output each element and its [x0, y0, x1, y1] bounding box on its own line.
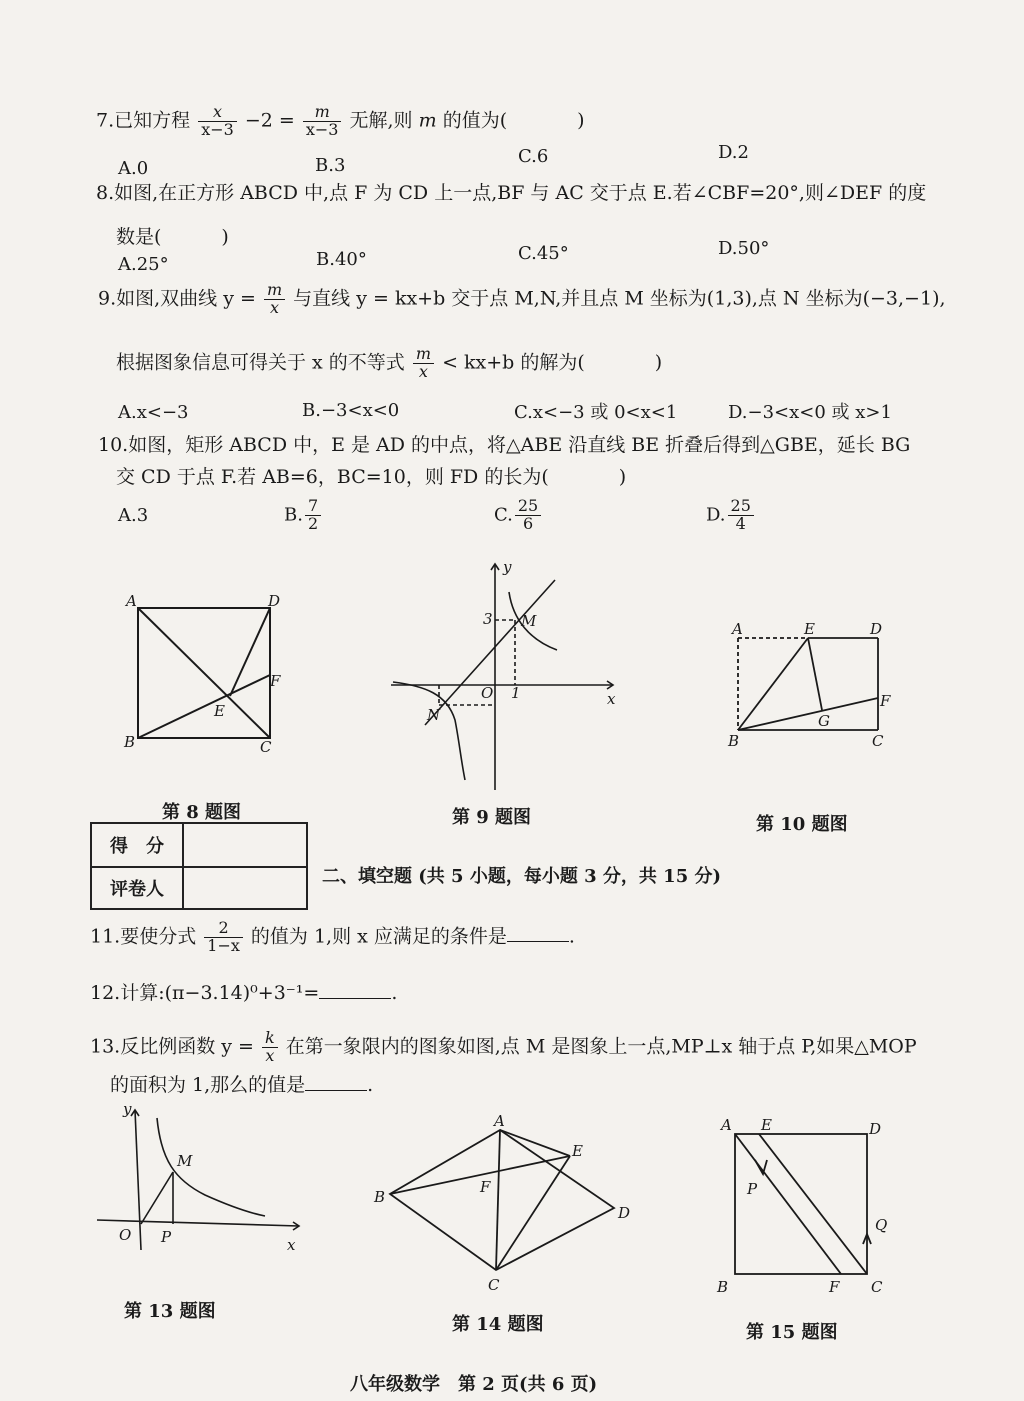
question-13-line2: 的面积为 1,那么的值是 .	[110, 1074, 374, 1096]
question-9-line1: 9.如图,双曲线 y = $\frac{m}{x}$ 与直线 y = kx+b 交于点 M,N,并且点 M 坐标为(1,3),点 N 坐标为(−3,−1),	[98, 280, 946, 317]
q8-option-b: B.40°	[316, 249, 367, 270]
label-C: C	[872, 732, 884, 750]
caption-figure-8: 第 8 题图	[162, 802, 242, 823]
answer-blank[interactable]	[319, 998, 391, 999]
score-cell[interactable]	[183, 823, 307, 867]
question-7: 7.已知方程 $\frac{x}{x-3}$ −2 = $\frac{m}{x-3}$ 无解,则 m 的值为( )	[96, 102, 585, 139]
label-C: C	[260, 738, 272, 756]
axis-y-label: y	[123, 1100, 132, 1118]
q7-option-a: A.0	[118, 158, 149, 179]
score-label: 得 分	[91, 823, 183, 867]
q9-option-c: C.x<−3 或 0<x<1	[514, 402, 678, 423]
figure-9-graph	[385, 560, 625, 800]
score-table	[90, 822, 308, 910]
q9-option-a: A.x<−3	[118, 402, 189, 423]
label-B: B	[374, 1188, 386, 1206]
label-E: E	[804, 620, 815, 638]
label-A: A	[732, 620, 743, 638]
label-E: E	[214, 702, 225, 720]
fraction: $\frac{m}{x-3}$	[303, 104, 342, 139]
q8-option-c: C.45°	[518, 243, 569, 264]
origin-label: O	[119, 1226, 132, 1244]
tick-3: 3	[483, 610, 493, 628]
question-8-line1: 8.如图,在正方形 ABCD 中,点 F 为 CD 上一点,BF 与 AC 交于点 E.若∠CBF=20°,则∠DEF 的度	[96, 182, 927, 204]
q8-option-a: A.25°	[118, 254, 169, 275]
label-G: G	[818, 712, 830, 730]
question-8-line2: 数是( )	[116, 226, 229, 248]
caption-figure-10: 第 10 题图	[756, 814, 848, 835]
label-F: F	[480, 1178, 491, 1196]
axis-y-label: y	[503, 558, 512, 576]
axis-x-label: x	[607, 690, 616, 708]
label-N: N	[427, 706, 441, 724]
label-P: P	[161, 1228, 172, 1246]
caption-figure-15: 第 15 题图	[746, 1322, 838, 1343]
q10-option-c: C. $\frac{25}{6}$	[494, 498, 543, 533]
caption-figure-9: 第 9 题图	[452, 807, 532, 828]
page-footer: 八年级数学 第 2 页(共 6 页)	[350, 1374, 598, 1395]
figure-13-graph	[95, 1100, 310, 1260]
label-M: M	[521, 612, 537, 630]
label-P: P	[747, 1180, 758, 1198]
question-10-line1: 10.如图，矩形 ABCD 中，E 是 AD 的中点，将△ABE 沿直线 BE 折叠后得到△GBE，延长 BG	[98, 434, 911, 456]
grader-label: 评卷人	[91, 867, 183, 909]
caption-figure-13: 第 13 题图	[124, 1301, 216, 1322]
figure-10-rectangle	[726, 618, 906, 758]
label-M: M	[177, 1152, 193, 1170]
q7-option-d: D.2	[718, 142, 749, 163]
tick-1: 1	[511, 684, 521, 702]
axis-x-label: x	[287, 1236, 296, 1254]
label-E: E	[761, 1116, 772, 1134]
question-13-line1: 13.反比例函数 y = $\frac{k}{x}$ 在第一象限内的图象如图,点 M 是图象上一点,MP⊥x 轴于点 P,如果△MOP	[90, 1028, 917, 1065]
figure-14-rhombus	[370, 1112, 640, 1292]
question-10-line2: 交 CD 于点 F.若 AB=6，BC=10，则 FD 的长为( )	[116, 466, 627, 488]
q10-option-b: B. $\frac{7}{2}$	[284, 498, 323, 533]
label-F: F	[829, 1278, 840, 1296]
figure-8-square	[120, 590, 290, 760]
label-B: B	[728, 732, 740, 750]
figure-15-square	[715, 1112, 895, 1302]
origin-label: O	[481, 684, 494, 702]
grader-cell[interactable]	[183, 867, 307, 909]
label-E: E	[572, 1142, 583, 1160]
q10-option-a: A.3	[118, 505, 149, 526]
label-D: D	[268, 592, 281, 610]
label-C: C	[871, 1278, 883, 1296]
question-12: 12.计算:(π−3.14)⁰+3⁻¹= .	[90, 982, 398, 1004]
label-D: D	[869, 1120, 882, 1138]
q9-option-b: B.−3<x<0	[302, 400, 400, 421]
label-Q: Q	[875, 1216, 888, 1234]
label-C: C	[488, 1276, 500, 1294]
answer-blank[interactable]	[507, 941, 569, 942]
question-9-line2: 根据图象信息可得关于 x 的不等式 $\frac{m}{x}$ < kx+b 的解为( )	[116, 344, 663, 381]
fraction: $\frac{x}{x-3}$	[198, 104, 237, 139]
caption-figure-14: 第 14 题图	[452, 1314, 544, 1335]
label-F: F	[270, 672, 281, 690]
label-A: A	[494, 1112, 505, 1130]
label-A: A	[126, 592, 137, 610]
q10-option-d: D. $\frac{25}{4}$	[706, 498, 756, 533]
label-D: D	[870, 620, 883, 638]
answer-blank[interactable]	[305, 1090, 367, 1091]
q9-option-d: D.−3<x<0 或 x>1	[728, 402, 892, 423]
label-A: A	[721, 1116, 732, 1134]
q7-option-b: B.3	[315, 155, 346, 176]
question-11: 11.要使分式 $\frac{2}{1-x}$ 的值为 1,则 x 应满足的条件是 .	[90, 918, 575, 955]
label-D: D	[618, 1204, 631, 1222]
label-B: B	[124, 733, 136, 751]
label-B: B	[717, 1278, 729, 1296]
section-heading-fill-in: 二、填空题 (共 5 小题，每小题 3 分，共 15 分)	[322, 866, 721, 887]
label-F: F	[880, 692, 891, 710]
q8-option-d: D.50°	[718, 238, 770, 259]
q7-option-c: C.6	[518, 146, 549, 167]
